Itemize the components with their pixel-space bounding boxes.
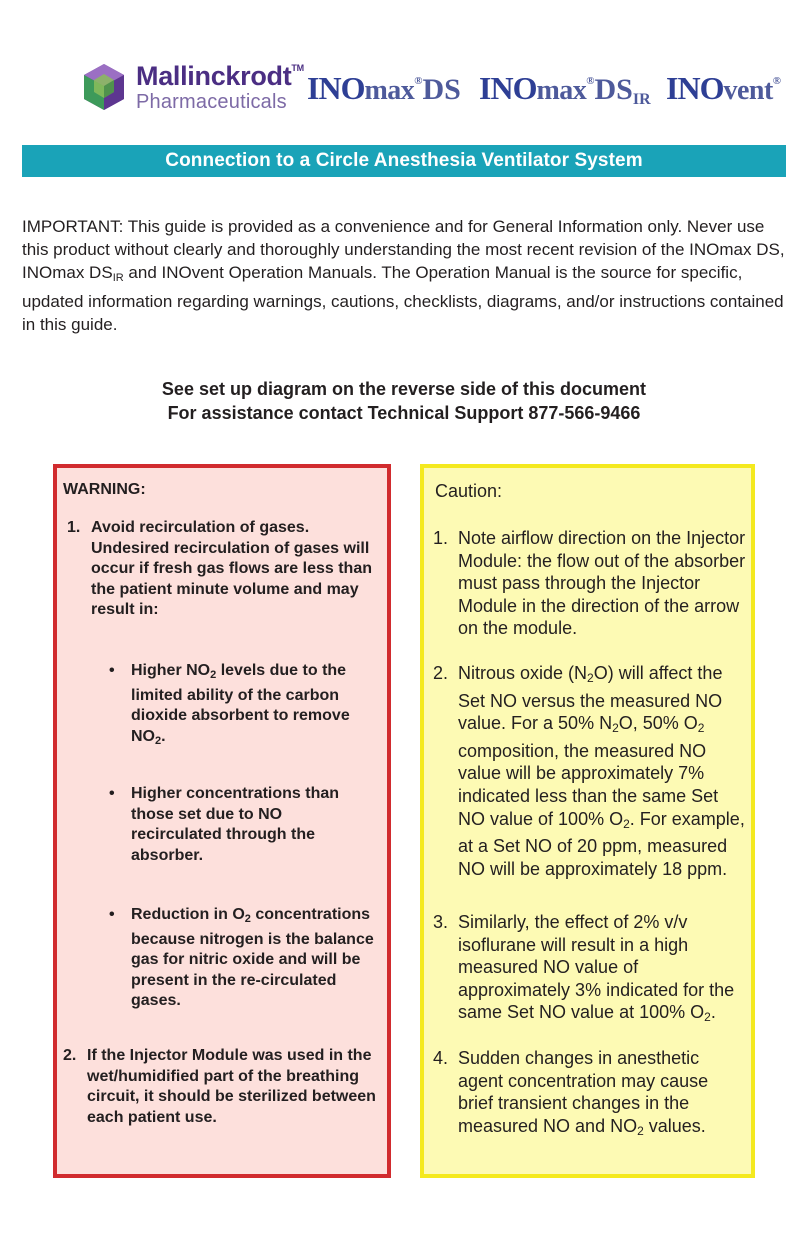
warning-bullet-1: • Higher $NO_2$ levels due to the limited ability of the carbon dioxide absorbent to remove $NO_2$. [109, 662, 350, 747]
warning-item-2: 2. If the Injector Module was used in the wet/humidified part of the breathing circuit, it should be sterilized between each patient use. [63, 1047, 376, 1126]
mallinckrodt-sub: Pharmaceuticals [136, 90, 287, 113]
caution-item-1: 1. Note airflow direction on the Injector Module: the flow out of the absorber must pass through the Injector Module in the direction of the arrow on the module. [433, 528, 746, 639]
caution-heading: Caution: [435, 481, 503, 501]
warning-heading: WARNING: [63, 481, 146, 498]
caution-box [420, 464, 755, 1178]
mallinckrodt-logo [78, 62, 304, 112]
inomax-ds-logo: INOmax®DS [307, 70, 461, 106]
warning-bullet-2: • Higher concentrations than those set due to NO recirculated through the absorber. [109, 785, 340, 864]
setup-info [0, 377, 808, 425]
important-notice: IMPORTANT: This guide is provided as a convenience and for General Information only. Never use this product without clearly and thoroughly understanding the most recent revision of the INOmax DS, INOmax $DS_{IR}$ and INOvent Operation Manuals. The Operation Manual is the source for specific, updated information regarding warnings, cautions, checklists, diagrams, and/or instructions contained in this guide. [22, 217, 785, 334]
mallinckrodt-hexagon-icon [78, 62, 130, 112]
warning-bullet-3: • Reduction in $O_2$ concentrations because nitrogen is the balance gas for nitric oxide and will be present in the re-circulated gases. [109, 906, 374, 1010]
caution-item-2: 2. Nitrous oxide $(N_2O)$ will affect the Set NO versus the measured NO value. For a 50% $N_2O$, 50% $O_2$ composition, the measured NO value will be approximately 7% indicated less than the same Set NO value of 100% $O_2$. For example, at a Set NO of 20 ppm, measured NO will be approximately 18 ppm. [433, 663, 745, 879]
caution-item-4: 4. Sudden changes in anesthetic agent concentration may cause brief transient changes in the measured NO and $NO_2$ values. [433, 1048, 709, 1138]
inomax-dsir-logo: $INOmax®DS_{IR}$ [479, 70, 651, 108]
caution-item-3: 3. Similarly, the effect of 2% v/v isoflurane will result in a high measured NO value of approximately 3% indicated for the same Set NO value at 100% $O_2$. [433, 912, 735, 1025]
inovent-logo: INOvent® [666, 70, 781, 106]
setup-line-support: For assistance contact Technical Support 877-566-9466 [167, 403, 641, 423]
title-bar [22, 145, 786, 177]
warning-box [53, 464, 391, 1178]
setup-line-diagram: See set up diagram on the reverse side of this document [161, 379, 647, 399]
warning-item-1: 1. Avoid recirculation of gases. Undesired recirculation of gases will occur if fresh gas flows are less than the patient minute volume and may result in: [67, 519, 372, 619]
mallinckrodt-name: Mallinckrodt™ [136, 60, 304, 91]
page-title: Connection to a Circle Anesthesia Ventilator System [165, 150, 643, 171]
